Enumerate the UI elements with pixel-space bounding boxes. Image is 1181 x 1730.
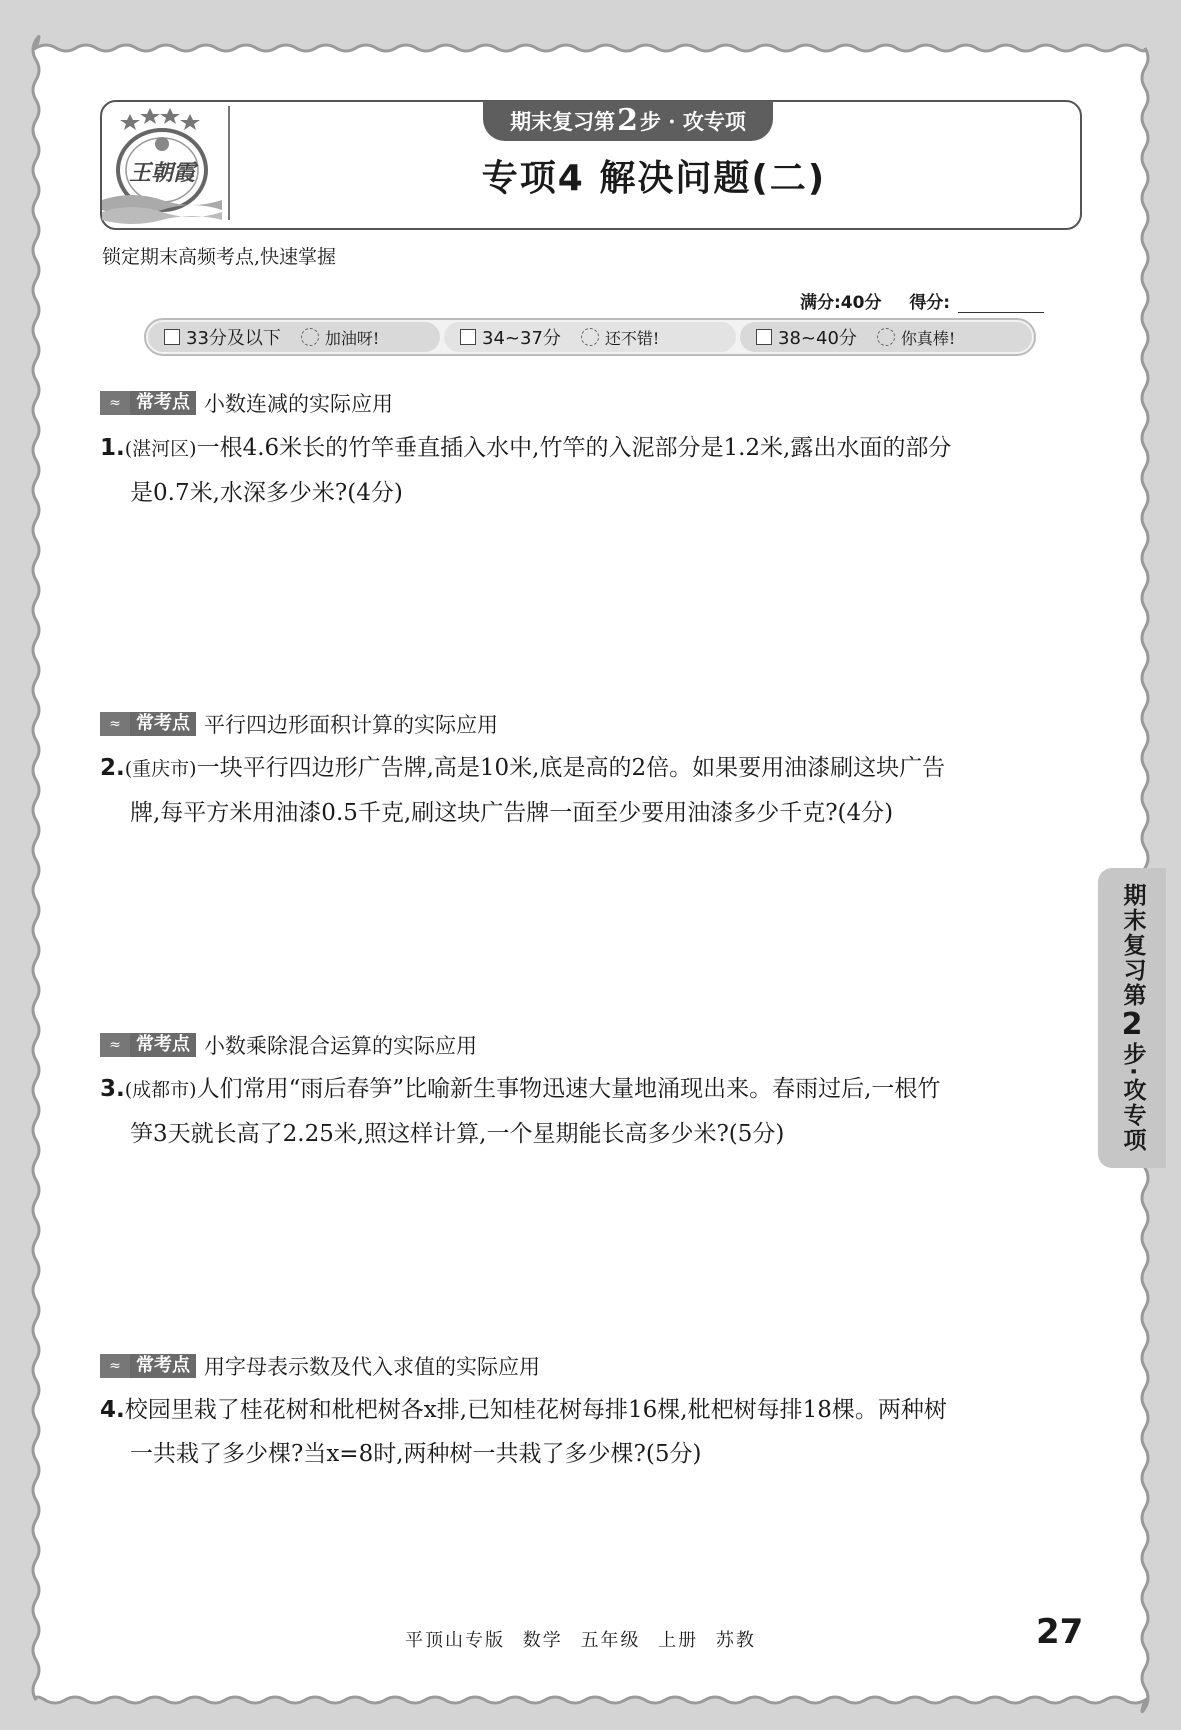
question-2	[100, 746, 1085, 835]
key-point-header	[100, 1030, 477, 1060]
question-text-line2: 一共栽了多少棵?当x=8时,两种树一共栽了多少棵?(5分)	[130, 1441, 702, 1467]
rating-cheer: 加油呀!	[324, 328, 380, 348]
step-tab-suffix: 步 · 攻专项	[639, 109, 746, 134]
page-title: 专项4 解决问题(二)	[481, 158, 827, 199]
rating-cheer: 还不错!	[604, 328, 660, 348]
face-icon	[877, 328, 895, 346]
face-icon	[301, 328, 319, 346]
rating-range: 38~40分	[778, 328, 857, 349]
rating-range: 33分及以下	[186, 328, 281, 349]
face-icon	[581, 328, 599, 346]
key-point-header	[100, 709, 498, 739]
question-text-line2: 是0.7米,水深多少米?(4分)	[130, 480, 403, 506]
question-text-line2: 牌,每平方米用油漆0.5千克,刷这块广告牌一面至少要用油漆多少千克?(4分)	[130, 800, 894, 826]
question-region: (湛河区)	[124, 438, 197, 460]
footer-info: 平顶山专版 数学 五年级 上册 苏教	[405, 1630, 756, 1651]
key-point-topic: 小数乘除混合运算的实际应用	[204, 1034, 477, 1058]
brand-logo	[100, 100, 228, 226]
answer-area[interactable]	[100, 840, 1080, 1020]
question-3	[100, 1067, 1085, 1156]
key-point-label: 常考点	[130, 712, 196, 736]
key-point-header	[100, 388, 393, 418]
step-tab	[483, 101, 773, 141]
step-tab-number: 2	[617, 103, 638, 138]
key-point-badge	[100, 390, 196, 416]
key-point-badge	[100, 1353, 196, 1379]
waves-icon: ≈	[100, 391, 130, 415]
answer-area[interactable]	[100, 1480, 1080, 1600]
waves-icon: ≈	[100, 1354, 130, 1378]
question-4	[100, 1388, 1085, 1476]
key-point-label: 常考点	[130, 1033, 196, 1057]
key-point-header	[100, 1351, 540, 1381]
question-region: (重庆市)	[124, 758, 197, 780]
answer-area[interactable]	[100, 1160, 1080, 1340]
rating-option-2[interactable]	[444, 322, 736, 352]
question-number: 1.	[100, 435, 125, 461]
logo-text: 王朝霞	[128, 160, 195, 186]
key-point-topic: 用字母表示数及代入求值的实际应用	[204, 1355, 540, 1379]
score-blank[interactable]	[958, 298, 1044, 313]
step-tab-prefix: 期末复习第	[510, 109, 616, 134]
full-score-label: 满分:40分	[800, 293, 882, 313]
checkbox-icon[interactable]	[164, 329, 180, 345]
question-text-line1: 人们常用“雨后春笋”比喻新生事物迅速大量地涌现出来。春雨过后,一根竹	[196, 1076, 941, 1102]
question-region: (成都市)	[124, 1079, 197, 1101]
score-label: 得分:	[909, 293, 951, 313]
waves-icon: ≈	[100, 1033, 130, 1057]
question-text-line1: 一块平行四边形广告牌,高是10米,底是高的2倍。如果要用油漆刷这块广告	[196, 755, 946, 781]
waves-icon: ≈	[100, 712, 130, 736]
question-number: 4.	[100, 1397, 125, 1423]
key-point-topic: 平行四边形面积计算的实际应用	[204, 713, 498, 737]
rating-bar	[144, 318, 1036, 356]
checkbox-icon[interactable]	[460, 329, 476, 345]
key-point-topic: 小数连减的实际应用	[204, 392, 393, 416]
question-text-line2: 笋3天就长高了2.25米,照这样计算,一个星期能长高多少米?(5分)	[130, 1121, 785, 1147]
key-point-badge	[100, 1032, 196, 1058]
side-tab-top: 期末复习第	[1119, 883, 1146, 1009]
page-number: 27	[1036, 1612, 1084, 1652]
question-text-line1: 一根4.6米长的竹竿垂直插入水中,竹竿的入泥部分是1.2米,露出水面的部分	[196, 435, 952, 461]
subtitle: 锁定期末高频考点,快速掌握	[102, 246, 337, 268]
answer-area[interactable]	[100, 520, 1080, 700]
checkbox-icon[interactable]	[756, 329, 772, 345]
question-number: 2.	[100, 755, 125, 781]
side-tab-number: 2	[1121, 1007, 1143, 1043]
key-point-label: 常考点	[130, 391, 196, 415]
side-tab-bottom: 步·攻专项	[1119, 1042, 1146, 1153]
score-line	[800, 288, 1044, 313]
rating-option-1[interactable]	[148, 322, 440, 352]
key-point-badge	[100, 711, 196, 737]
side-tab[interactable]	[1098, 868, 1166, 1168]
rating-range: 34~37分	[482, 328, 561, 349]
key-point-label: 常考点	[130, 1354, 196, 1378]
rating-option-3[interactable]	[740, 322, 1032, 352]
rating-cheer: 你真棒!	[900, 328, 956, 348]
question-number: 3.	[100, 1076, 125, 1102]
question-1	[100, 426, 1085, 515]
question-text-line1: 校园里栽了桂花树和枇杷树各x排,已知桂花树每排16棵,枇杷树每排18棵。两种树	[124, 1397, 947, 1423]
